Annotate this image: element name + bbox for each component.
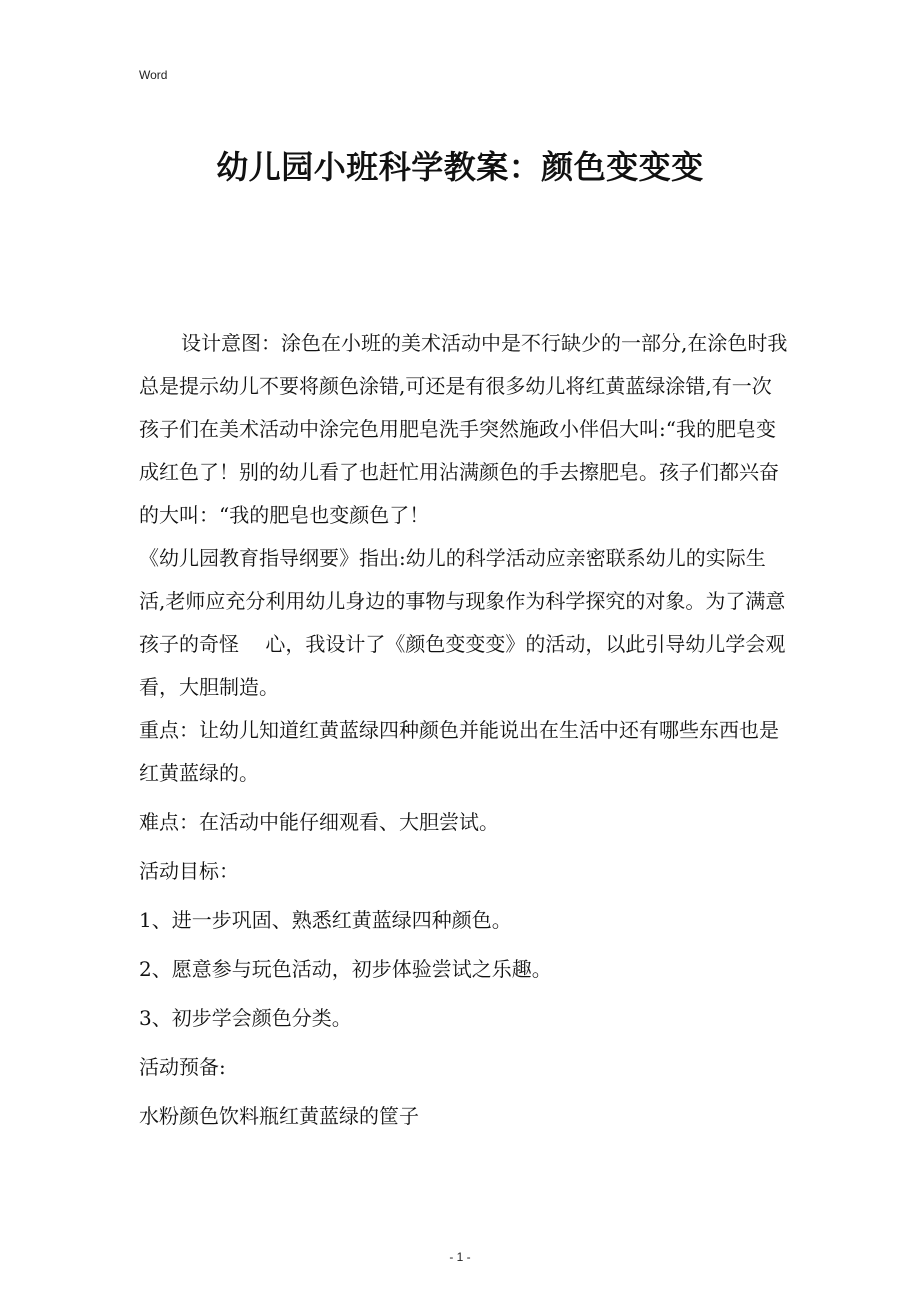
page-number: - 1 -	[449, 1250, 471, 1264]
document-title: 幼儿园小班科学教案：颜色变变变	[216, 148, 704, 186]
paragraph-guideline: 《幼儿园教育指导纲要》指出:幼儿的科学活动应亲密联系幼儿的实际生活,老师应充分利用幼儿身边的事物与现象作为科学探究的对象。为了满意孩子的奇怪 心，我设计了《颜色变变变》的活动，以此引导幼儿学会观看，大胆制造。	[139, 546, 786, 699]
paragraph-goal-2: 2、愿意参与玩色活动，初步体验尝试之乐趣。	[139, 957, 552, 981]
header-label: Word	[139, 68, 168, 82]
paragraph-prep-heading: 活动预备:	[139, 1055, 226, 1079]
paragraph-goal-1: 1、进一步巩固、熟悉红黄蓝绿四种颜色。	[139, 908, 512, 932]
paragraph-prep-materials: 水粉颜色饮料瓶红黄蓝绿的筐子	[139, 1104, 419, 1128]
paragraph-goal-3: 3、初步学会颜色分类。	[139, 1006, 352, 1030]
document-body	[139, 322, 789, 1138]
paragraph-design-intent: 设计意图：涂色在小班的美术活动中是不行缺少的一部分,在涂色时我总是提示幼儿不要将颜色涂错,可还是有很多幼儿将红黄蓝绿涂错,有一次孩子们在美术活动中涂完色用肥皂洗手突然施政小伴侣大叫:“我的肥皂变成红色了！别的幼儿看了也赶忙用沾满颜色的手去擦肥皂。孩子们都兴奋的大叫：“我的肥皂也变颜色了！	[139, 331, 788, 527]
paragraph-difficulty: 难点：在活动中能仔细观看、大胆尝试。	[139, 810, 499, 834]
paragraph-goals-heading: 活动目标：	[139, 859, 239, 883]
paragraph-key-point: 重点：让幼儿知道红黄蓝绿四种颜色并能说出在生活中还有哪些东西也是红黄蓝绿的。	[139, 718, 779, 785]
